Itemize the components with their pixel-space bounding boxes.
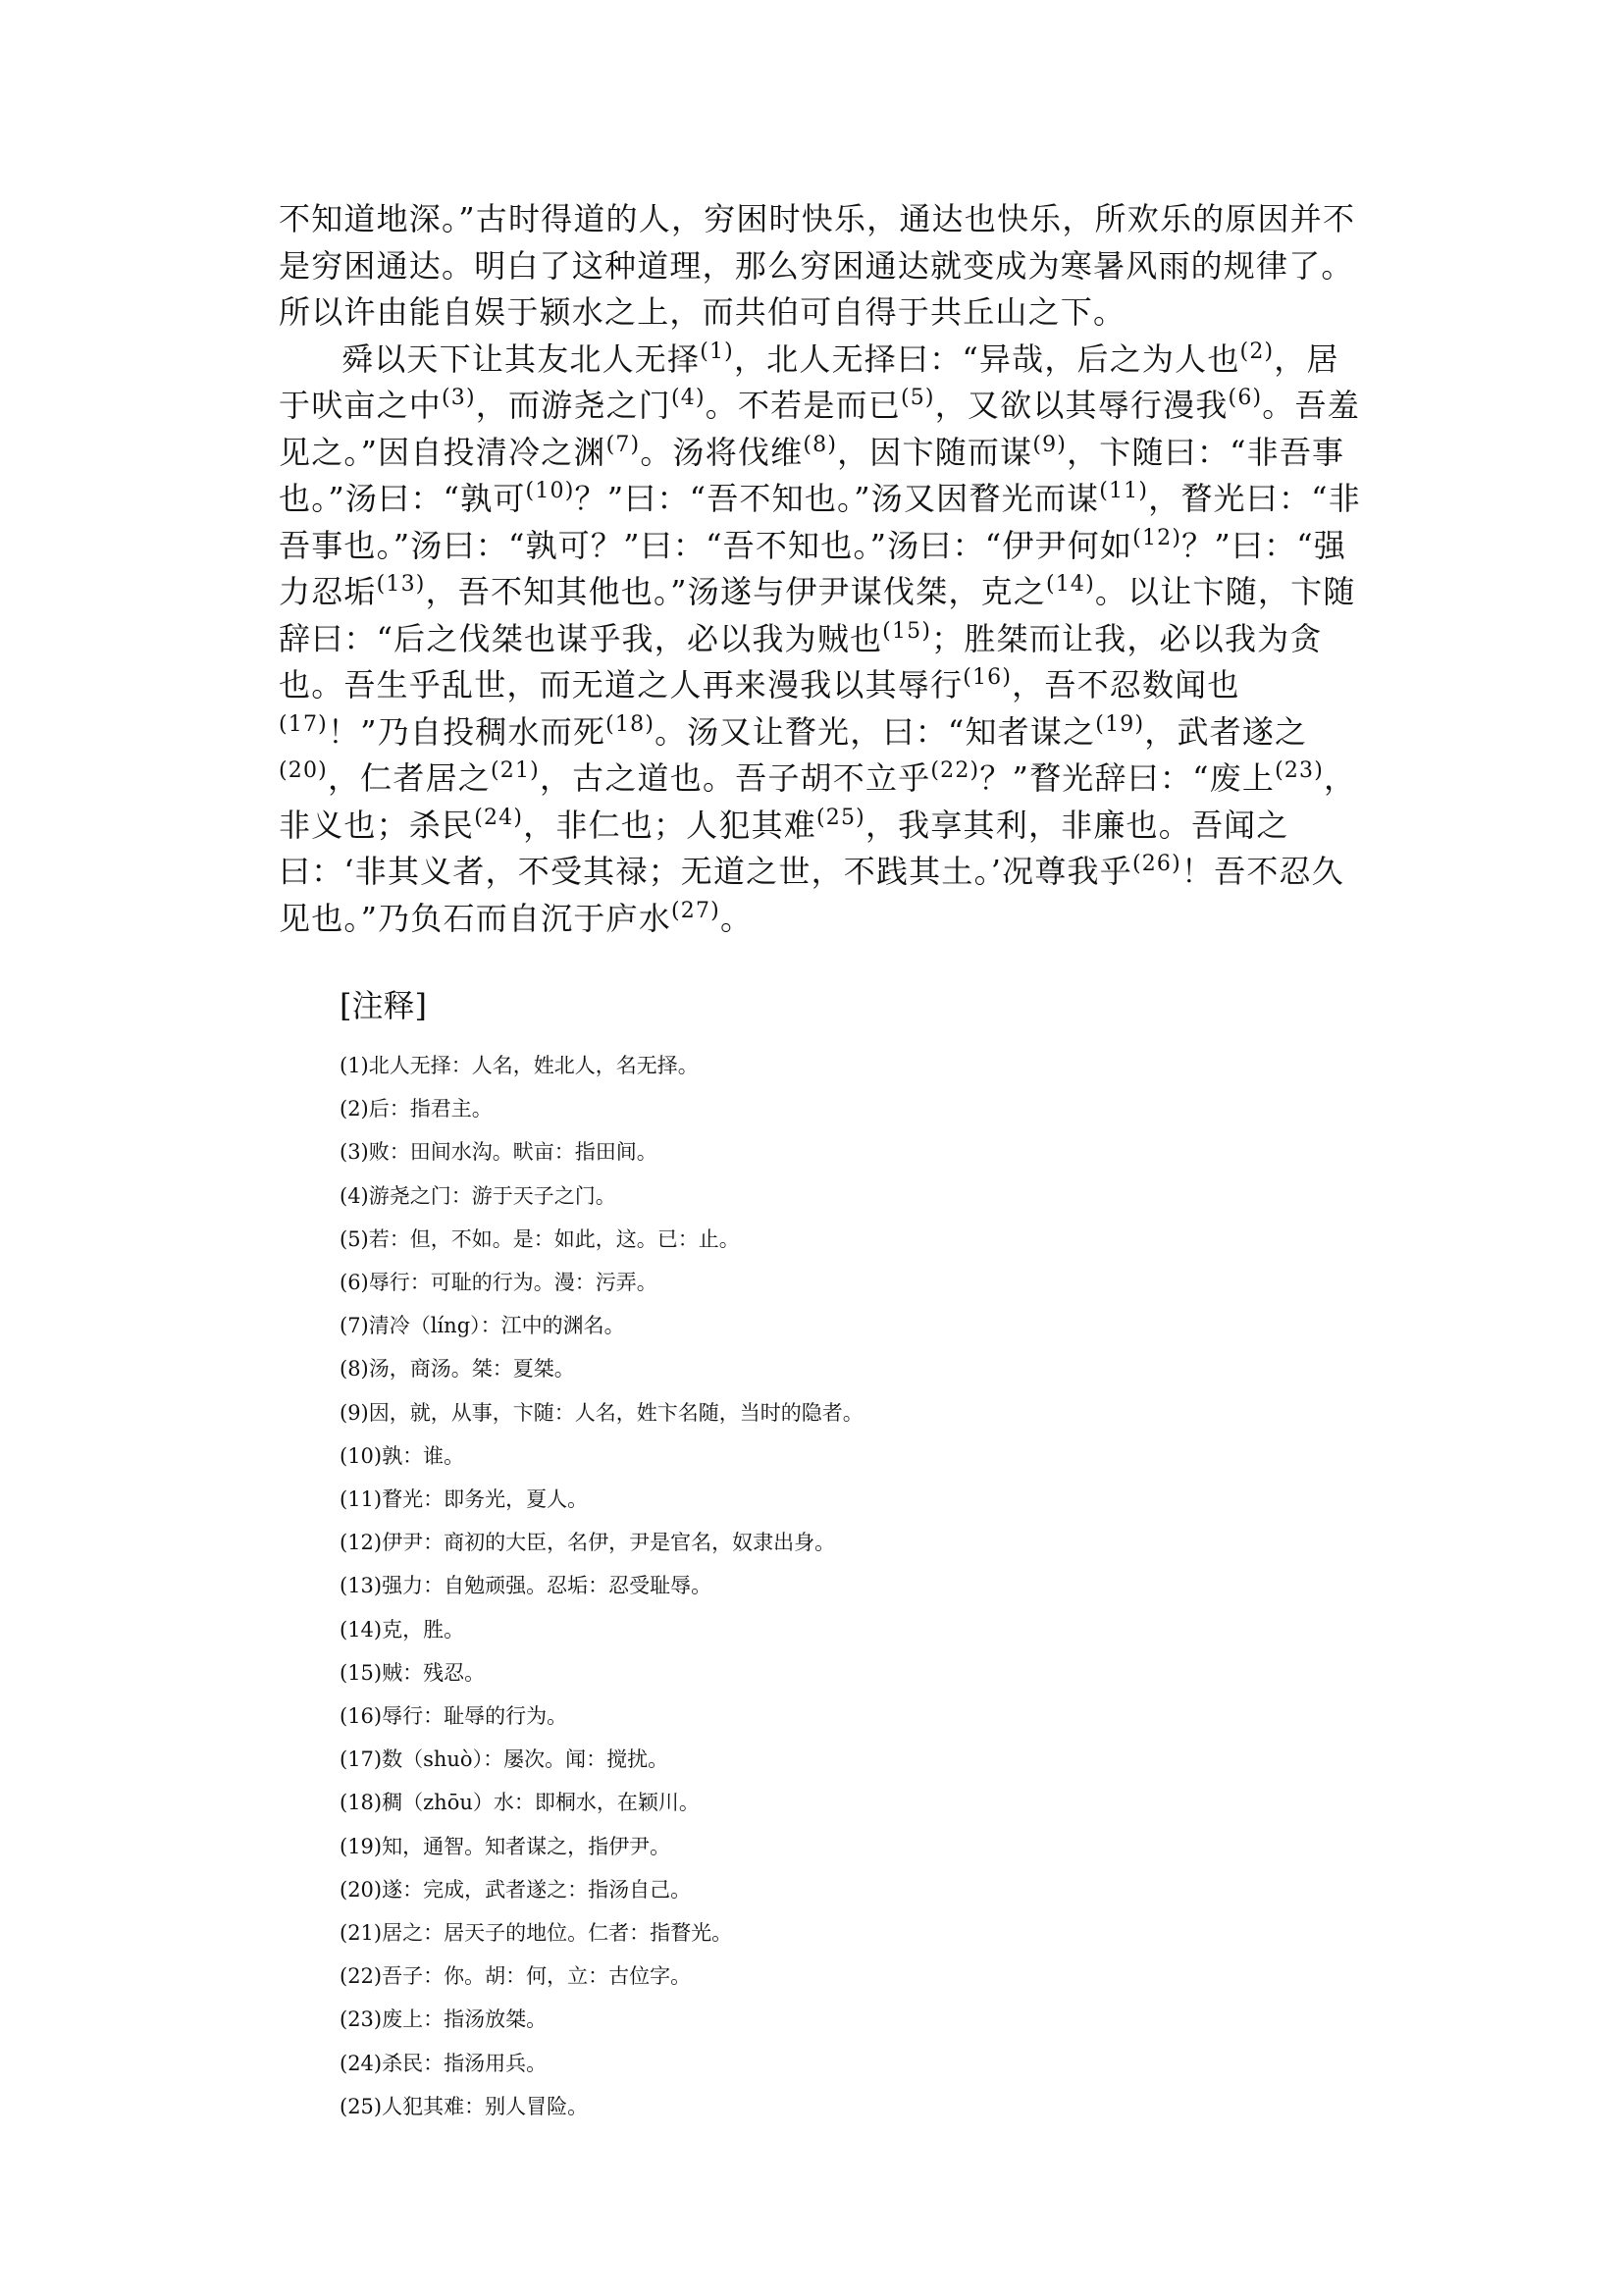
note-item: (23)废上：指汤放桀。 xyxy=(340,2007,548,2032)
footnote-marker: (18) xyxy=(605,711,655,737)
body-paragraph xyxy=(279,196,1368,337)
footnote-marker: (26) xyxy=(1131,852,1181,876)
text-run: ，我享其利，非廉也。吾闻之曰：‘非其义者，不受其禄；无道之世，不践其土。’况尊我乎 xyxy=(279,806,1289,890)
text-run: ，北人无择曰：“异哉，后之为人也 xyxy=(733,339,1240,378)
footnote-marker: (27) xyxy=(670,898,720,923)
note-item: (19)知，通智。知者谋之，指伊尹。 xyxy=(340,1834,671,1858)
footnote-marker: (1) xyxy=(700,339,734,364)
text-run: ，吾不忍数闻也 xyxy=(1012,666,1240,704)
text-run: ？”曰：“吾不知也。”汤又因瞀光而谋 xyxy=(574,480,1100,517)
note-item: (7)清冷（líng）：江中的渊名。 xyxy=(340,1314,625,1338)
footnote-marker: (7) xyxy=(605,432,641,457)
note-item: (10)孰：谁。 xyxy=(340,1443,465,1468)
text-run: 。不若是而已 xyxy=(705,387,901,424)
text-run: 舜以天下让其友北人无择 xyxy=(341,339,701,378)
text-run: ，仁者居之 xyxy=(327,759,491,797)
note-item: (1)北人无择：人名，姓北人，名无择。 xyxy=(340,1054,699,1077)
text-run: ，因卞随而谋 xyxy=(837,433,1033,471)
footnote-marker: (22) xyxy=(930,758,980,783)
note-item: (22)吾子：你。胡：何，立：古位字。 xyxy=(340,1964,692,1989)
note-item: (6)辱行：可耻的行为。漫：污弄。 xyxy=(340,1271,657,1295)
note-item: (20)遂：完成，武者遂之：指汤自己。 xyxy=(340,1877,692,1902)
footnote-marker: (20) xyxy=(279,758,328,783)
body-paragraph xyxy=(279,337,1368,943)
note-item: (18)稠（zhōu）水：即桐水，在颖川。 xyxy=(340,1791,700,1815)
note-item: (25)人犯其难：别人冒险。 xyxy=(340,2094,589,2118)
note-item: (9)因，就，从事，卞随：人名，姓卞名随，当时的隐者。 xyxy=(340,1400,864,1425)
footnote-marker: (13) xyxy=(376,572,426,597)
note-item: (5)若：但，不如。是：如此，这。已：止。 xyxy=(340,1226,740,1251)
notes-heading: [注释] xyxy=(340,987,427,1024)
footnote-marker: (4) xyxy=(670,386,706,410)
text-run: ，古之道也。吾子胡不立乎 xyxy=(539,759,931,797)
note-item: (17)数（shuò）：屡次。闻：搅扰。 xyxy=(340,1747,669,1772)
text-run: 。吾羞见之。”因自投清冷之渊 xyxy=(279,387,1360,471)
footnote-marker: (14) xyxy=(1045,572,1095,597)
footnote-marker: (12) xyxy=(1132,525,1182,550)
text-run: 。汤又让瞀光，曰：“知者谋之 xyxy=(655,712,1096,751)
footnote-marker: (17) xyxy=(279,711,328,737)
footnote-marker: (10) xyxy=(525,479,575,503)
footnote-marker: (9) xyxy=(1032,432,1068,457)
text-run: 。以让卞随，卞随辞曰：“后之伐桀也谋乎我，必以我为贼也 xyxy=(279,573,1356,657)
main-text xyxy=(279,196,1368,942)
footnote-marker: (11) xyxy=(1099,479,1149,503)
text-run: ，吾不知其他也。”汤遂与伊尹谋伐桀，克之 xyxy=(425,573,1046,610)
note-item: (21)居之：居天子的地位。仁者：指瞀光。 xyxy=(340,1921,733,1946)
footnote-marker: (5) xyxy=(900,386,935,410)
note-item: (14)克，胜。 xyxy=(340,1617,465,1642)
note-item: (11)瞀光：即务光，夏人。 xyxy=(340,1487,589,1512)
note-item: (8)汤，商汤。桀：夏桀。 xyxy=(340,1357,575,1382)
footnote-marker: (21) xyxy=(490,758,540,783)
text-run: 。汤将伐维 xyxy=(640,433,804,471)
text-run: ？”曰：“强力忍垢 xyxy=(279,526,1347,610)
text-run: 。 xyxy=(719,899,754,937)
text-run: ，非仁也；人犯其难 xyxy=(523,806,816,844)
text-run: ，而游尧之门 xyxy=(475,387,671,424)
text-run: ？”瞀光辞曰：“废上 xyxy=(979,759,1276,797)
text-run: ！”乃自投稠水而死 xyxy=(327,712,606,751)
footnote-marker: (8) xyxy=(803,432,838,457)
note-item: (12)伊尹：商初的大臣，名伊，尹是官名，奴隶出身。 xyxy=(340,1531,836,1555)
footnote-marker: (2) xyxy=(1239,339,1275,364)
note-item: (2)后：指君主。 xyxy=(340,1097,493,1121)
note-item: (16)辱行：耻辱的行为。 xyxy=(340,1704,568,1729)
footnote-marker: (25) xyxy=(815,805,865,830)
text-run: ！吾不忍久见也。”乃负石而自沉于庐水 xyxy=(279,853,1344,937)
note-item: (3)败：田间水沟。畎亩：指田间。 xyxy=(340,1140,657,1165)
text-run: ；胜桀而让我，必以我为贪也。吾生乎乱世，而无道之人再来漫我以其辱行 xyxy=(279,619,1323,704)
note-item: (13)强力：自勉顽强。忍垢：忍受耻辱。 xyxy=(340,1574,712,1598)
footnote-marker: (23) xyxy=(1275,758,1325,783)
text-run: 不知道地深。”古时得道的人，穷困时快乐，通达也快乐，所欢乐的原因并不是穷困通达。明白了这种道理，那么穷困通达就变成为寒暑风雨的规律了。所以许由能自娱于颍水之上，而共伯可自得于共丘山之下。 xyxy=(279,200,1356,331)
note-item: (4)游尧之门：游于天子之门。 xyxy=(340,1183,616,1208)
text-run: ，瞀光曰：“非吾事也。”汤曰：“孰可？”曰：“吾不知也。”汤曰：“伊尹何如 xyxy=(279,480,1361,564)
note-item: (24)杀民：指汤用兵。 xyxy=(340,2051,548,2075)
footnote-marker: (24) xyxy=(474,805,524,830)
text-run: ，非义也；杀民 xyxy=(279,759,1357,844)
text-run: ，又欲以其辱行漫我 xyxy=(934,387,1229,424)
footnote-marker: (19) xyxy=(1095,711,1145,737)
text-run: ，卞随曰：“非吾事也。”汤曰：“孰可 xyxy=(279,433,1345,517)
footnote-marker: (15) xyxy=(882,618,932,644)
footnote-marker: (6) xyxy=(1228,386,1263,410)
notes-list xyxy=(340,1044,1321,2128)
footnote-marker: (3) xyxy=(442,386,476,410)
text-run: ，居于吠亩之中 xyxy=(279,339,1339,424)
footnote-marker: (16) xyxy=(963,665,1013,690)
text-run: ，武者遂之 xyxy=(1144,712,1308,751)
note-item: (15)贼：残忍。 xyxy=(340,1660,486,1685)
